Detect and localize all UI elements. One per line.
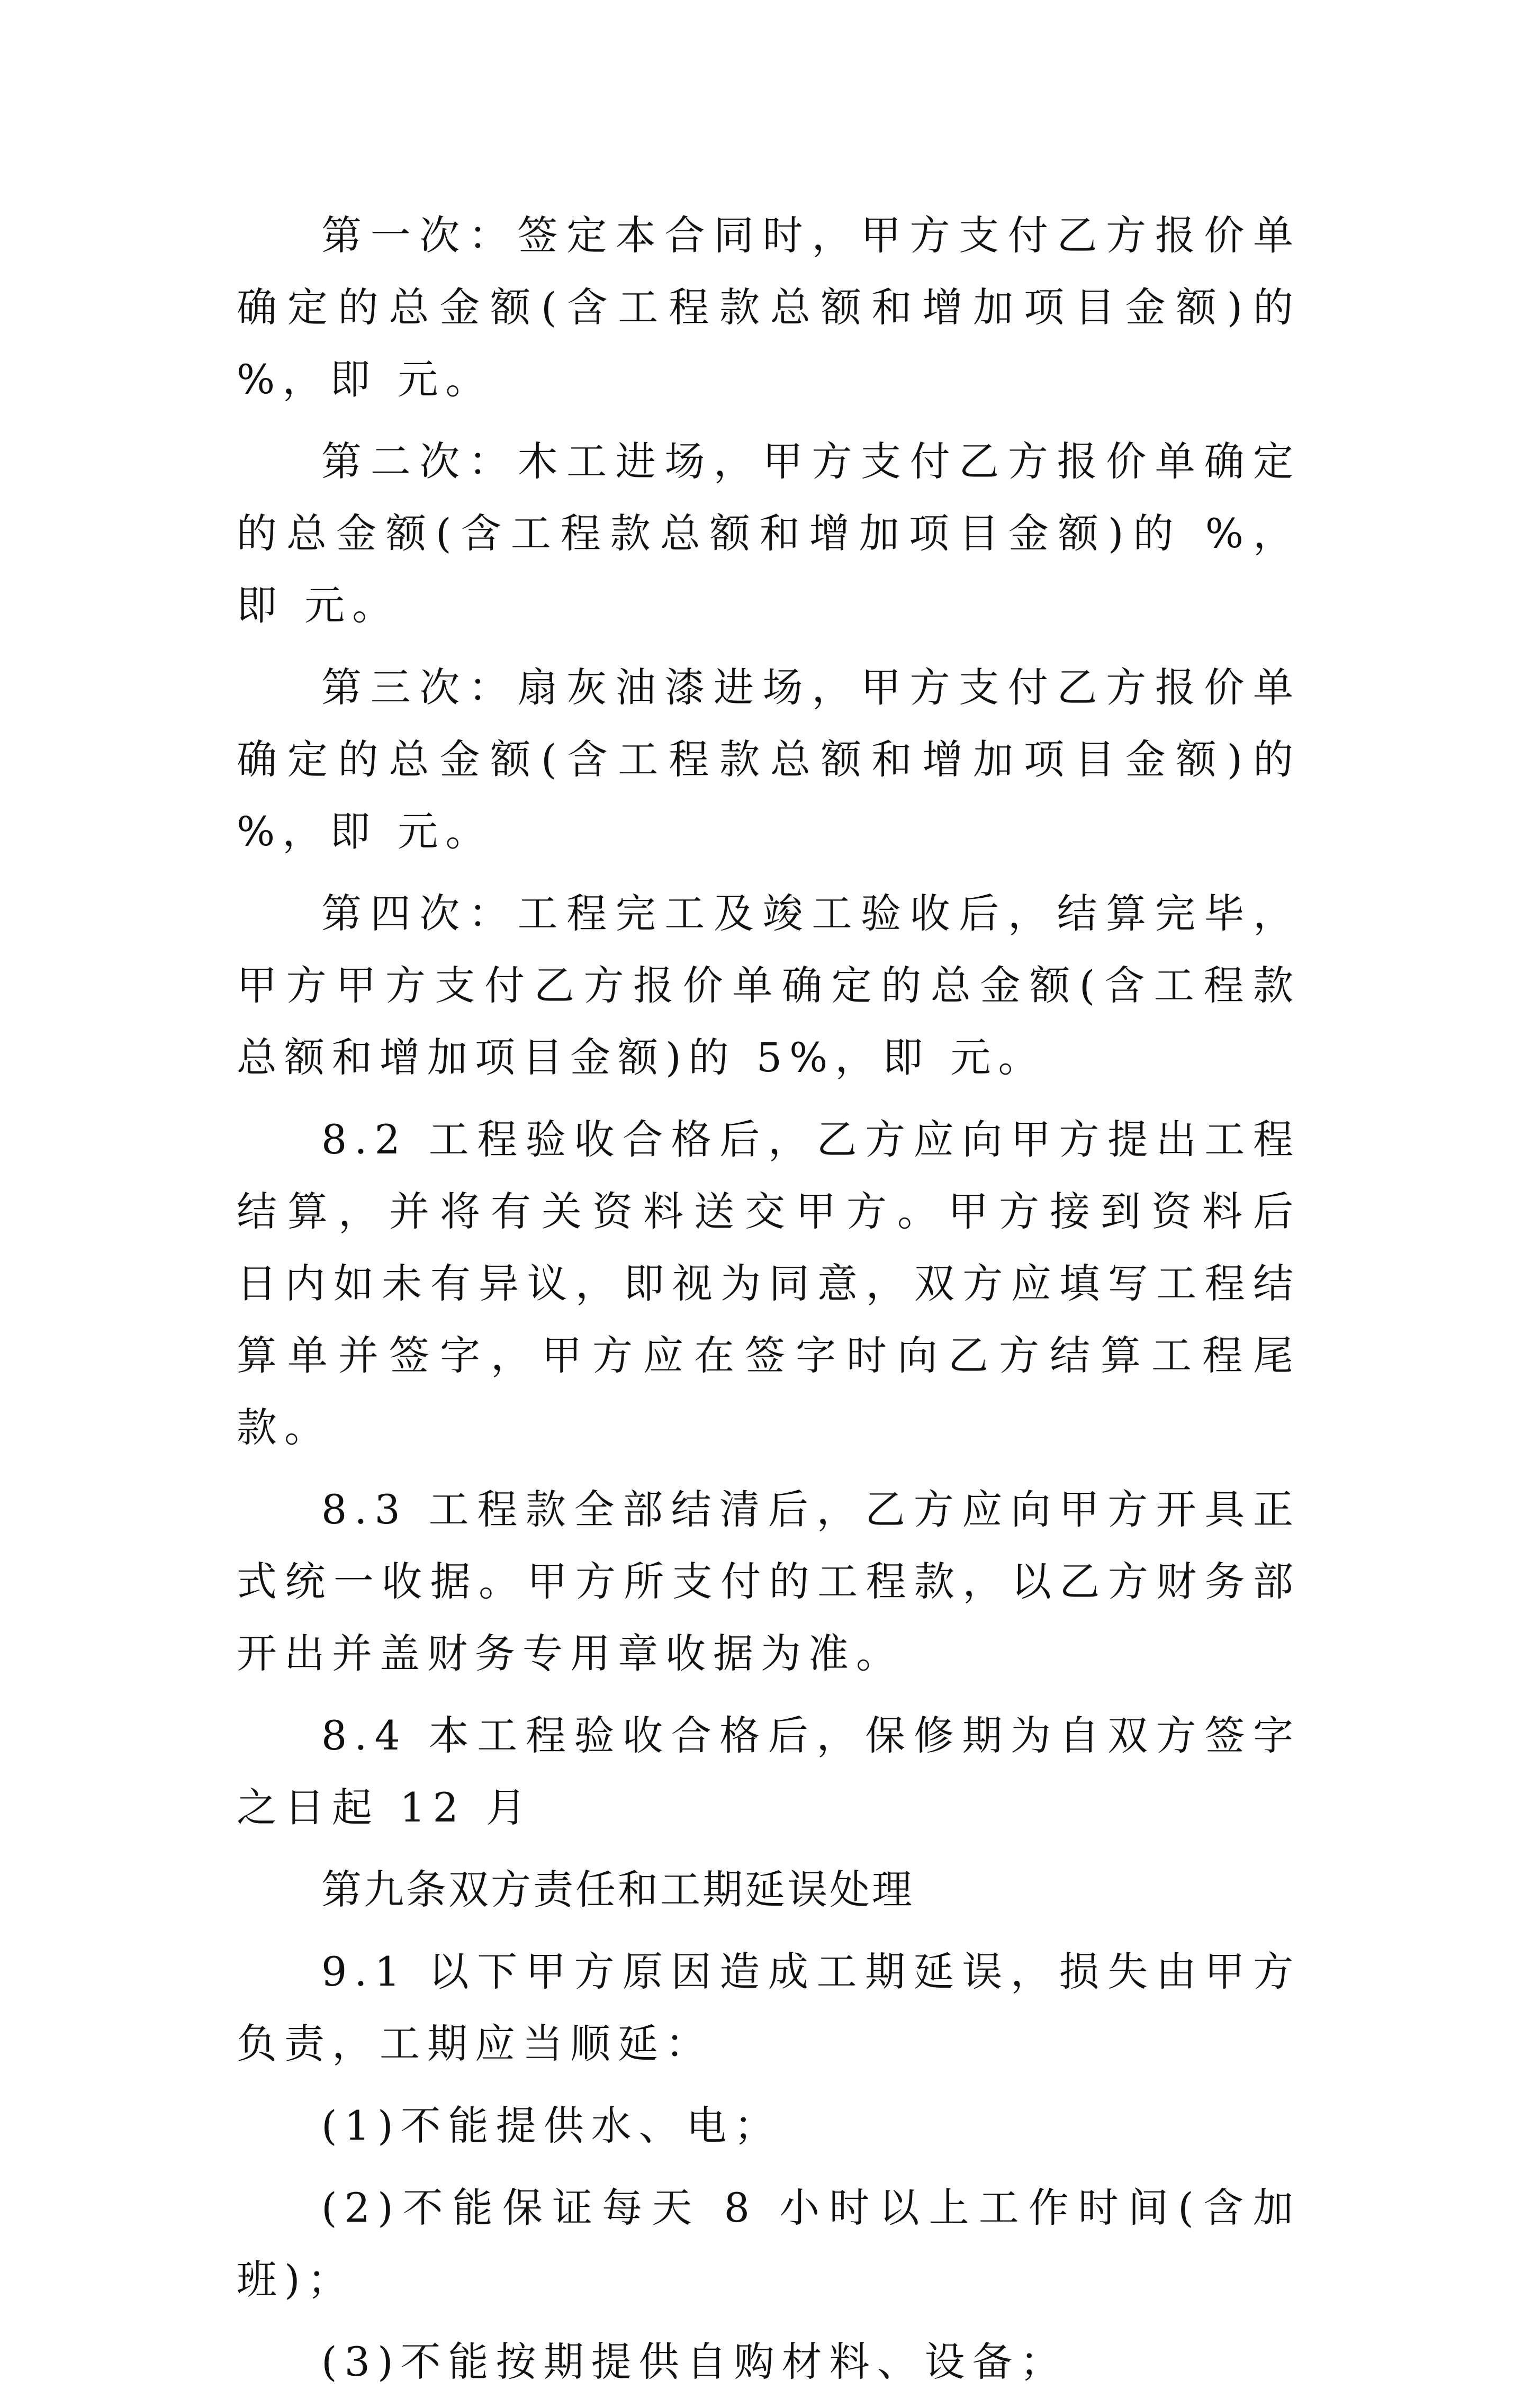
article-9-heading: 第九条双方责任和工期延误处理 <box>321 1866 914 1913</box>
payment-paragraph-second: 第二次：木工进场，甲方支付乙方报价单确定的总金额(含工程款总额和增加项目金额)的 %，即 元。 <box>237 438 1301 629</box>
payment-paragraph-fourth: 第四次：工程完工及竣工验收后，结算完毕，甲方甲方支付乙方报价单确定的总金额(含工程款总额和增加项目金额)的 5%，即 元。 <box>237 890 1301 1081</box>
list-item: (3)不能按期提供自购材料、设备； <box>321 2338 1068 2385</box>
clause-8-2: 8.2 工程验收合格后，乙方应向甲方提出工程结算，并将有关资料送交甲方。甲方接到资料后 日内如未有异议，即视为同意，双方应填写工程结算单并签字，甲方应在签字时向乙方结算工程尾款。 <box>237 1116 1301 1451</box>
clause-8-3: 8.3 工程款全部结清后，乙方应向甲方开具正式统一收据。甲方所支付的工程款，以乙方财务部开出并盖财务专用章收据为准。 <box>237 1486 1301 1677</box>
clause-9-1: 9.1 以下甲方原因造成工期延误，损失由甲方负责，工期应当顺延： <box>237 1948 1301 2067</box>
clause-8-4: 8.4 本工程验收合格后，保修期为自双方签字之日起 12 月 <box>237 1712 1301 1831</box>
list-item: (2)不能保证每天 8 小时以上工作时间(含加班)； <box>237 2184 1301 2303</box>
payment-paragraph-third: 第三次：扇灰油漆进场，甲方支付乙方报价单确定的总金额(含工程款总额和增加项目金额)的 %，即 元。 <box>237 664 1301 855</box>
document-body <box>237 200 1301 2408</box>
payment-paragraph-first: 第一次：签定本合同时，甲方支付乙方报价单确定的总金额(含工程款总额和增加项目金额)的 %，即 元。 <box>237 212 1301 403</box>
list-item: (1)不能提供水、电； <box>321 2102 782 2149</box>
